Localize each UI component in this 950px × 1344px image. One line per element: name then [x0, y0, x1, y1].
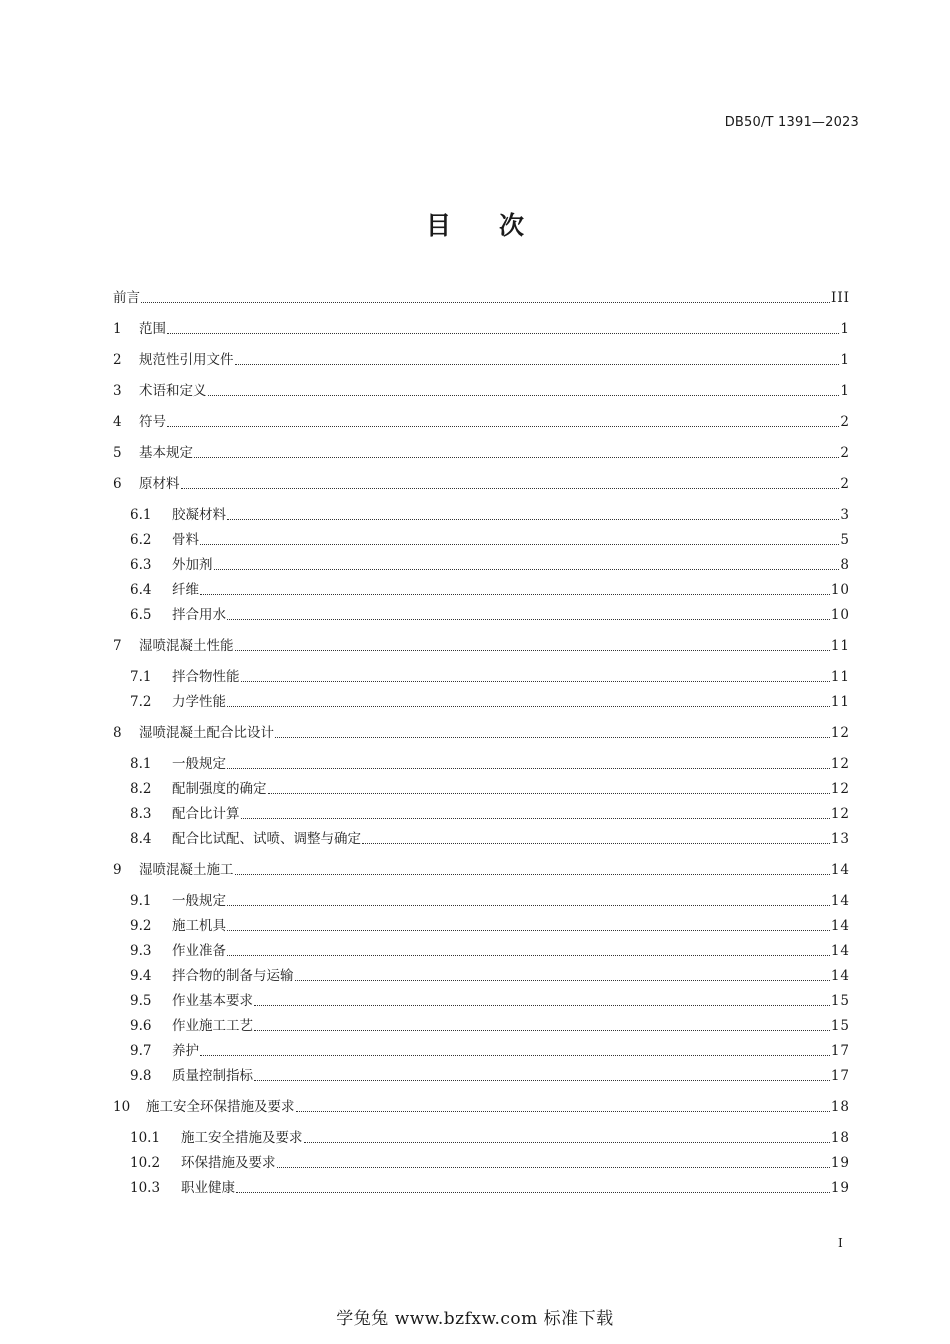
toc-entry-label: 施工安全环保措施及要求 — [146, 1099, 295, 1115]
toc-entry-label: 拌合用水 — [172, 607, 226, 623]
toc-leader-dots — [227, 706, 830, 707]
toc-entry-page: 19 — [830, 1155, 850, 1171]
page-title: 目次 — [425, 211, 572, 240]
toc-entry-number: 6.4 — [130, 582, 152, 598]
toc-leader-dots — [236, 1192, 830, 1193]
toc-leader-dots — [227, 768, 830, 769]
toc-leader-dots — [362, 843, 830, 844]
toc-entry-label: 环保措施及要求 — [181, 1155, 276, 1171]
toc-entry-6-4[interactable] — [130, 581, 850, 599]
toc-entry-label: 纤维 — [172, 582, 199, 598]
toc-leader-dots — [227, 519, 839, 520]
toc-entry-label: 配合比试配、试喷、调整与确定 — [172, 831, 361, 847]
toc-entry-number: 9.4 — [130, 968, 152, 984]
toc-leader-dots — [200, 1055, 830, 1056]
toc-entry-page: 1 — [840, 321, 850, 337]
toc-entry-page: 11 — [830, 638, 850, 654]
toc-entry-3[interactable] — [113, 382, 850, 400]
toc-entry-number: 3 — [113, 383, 122, 399]
toc-entry-page: 10 — [830, 607, 850, 623]
toc-entry-label: 外加剂 — [172, 557, 213, 573]
toc-entry-page: 5 — [840, 532, 850, 548]
toc-entry-label: 范围 — [139, 321, 166, 337]
toc-entry-1[interactable] — [113, 320, 850, 338]
toc-entry-number: 6.3 — [130, 557, 152, 573]
toc-entry-label: 骨料 — [172, 532, 199, 548]
toc-entry-page: 15 — [830, 993, 850, 1009]
toc-entry-label: 原材料 — [139, 476, 180, 492]
toc-entry-page: 14 — [830, 968, 850, 984]
toc-entry-9-2[interactable] — [130, 917, 850, 935]
toc-entry-number: 9.3 — [130, 943, 152, 959]
toc-entry-page: 14 — [830, 893, 850, 909]
toc-entry-number: 9.8 — [130, 1068, 152, 1084]
toc-leader-dots — [141, 302, 830, 303]
toc-entry-number: 8.2 — [130, 781, 152, 797]
toc-entry-label: 配制强度的确定 — [172, 781, 267, 797]
toc-leader-dots — [235, 650, 830, 651]
toc-entry-number: 6.2 — [130, 532, 152, 548]
document-code: DB50/T 1391—2023 — [724, 115, 859, 130]
toc-entry-9-6[interactable] — [130, 1017, 850, 1035]
toc-entry-9[interactable] — [113, 861, 850, 879]
toc-entry-label: 湿喷混凝土性能 — [139, 638, 234, 654]
toc-entry-4[interactable] — [113, 413, 850, 431]
toc-entry-page: 14 — [830, 943, 850, 959]
toc-leader-dots — [254, 1080, 830, 1081]
toc-entry-label: 质量控制指标 — [172, 1068, 253, 1084]
toc-entry-label: 作业基本要求 — [172, 993, 253, 1009]
toc-entry-number: 7.2 — [130, 694, 152, 710]
toc-entry-label: 胶凝材料 — [172, 507, 226, 523]
toc-entry-7[interactable] — [113, 637, 850, 655]
toc-entry-6-3[interactable] — [130, 556, 850, 574]
toc-entry-number: 9.7 — [130, 1043, 152, 1059]
toc-entry-10-3[interactable] — [130, 1179, 850, 1197]
toc-entry-label: 术语和定义 — [139, 383, 207, 399]
toc-entry-label: 职业健康 — [181, 1180, 235, 1196]
toc-entry-foreword[interactable] — [113, 289, 850, 307]
toc-leader-dots — [208, 395, 840, 396]
toc-entry-6[interactable] — [113, 475, 850, 493]
toc-entry-10[interactable] — [113, 1098, 850, 1116]
toc-entry-page: 17 — [830, 1043, 850, 1059]
toc-entry-number: 8.1 — [130, 756, 152, 772]
toc-entry-9-5[interactable] — [130, 992, 850, 1010]
toc-leader-dots — [200, 544, 839, 545]
toc-entry-page: 12 — [830, 756, 850, 772]
toc-entry-page: 3 — [840, 507, 850, 523]
toc-entry-9-7[interactable] — [130, 1042, 850, 1060]
toc-entry-6-2[interactable] — [130, 531, 850, 549]
toc-leader-dots — [277, 1167, 830, 1168]
toc-entry-label: 施工安全措施及要求 — [181, 1130, 303, 1146]
toc-entry-label: 湿喷混凝土施工 — [139, 862, 234, 878]
toc-entry-number: 10.1 — [130, 1130, 161, 1146]
toc-entry-9-1[interactable] — [130, 892, 850, 910]
toc-leader-dots — [227, 955, 830, 956]
toc-entry-5[interactable] — [113, 444, 850, 462]
toc-entry-7-2[interactable] — [130, 693, 850, 711]
toc-leader-dots — [227, 905, 830, 906]
toc-entry-10-1[interactable] — [130, 1129, 850, 1147]
toc-entry-8-2[interactable] — [130, 780, 850, 798]
page-number: I — [838, 1236, 843, 1250]
toc-entry-number: 2 — [113, 352, 122, 368]
toc-entry-7-1[interactable] — [130, 668, 850, 686]
toc-leader-dots — [181, 488, 840, 489]
toc-entry-9-8[interactable] — [130, 1067, 850, 1085]
toc-leader-dots — [268, 793, 830, 794]
toc-leader-dots — [235, 364, 840, 365]
toc-entry-number: 5 — [113, 445, 122, 461]
toc-leader-dots — [275, 737, 830, 738]
toc-entry-9-4[interactable] — [130, 967, 850, 985]
toc-entry-page: 19 — [830, 1180, 850, 1196]
toc-leader-dots — [254, 1005, 830, 1006]
toc-entry-page: 2 — [840, 445, 850, 461]
toc-entry-label: 一般规定 — [172, 756, 226, 772]
toc-entry-page: 15 — [830, 1018, 850, 1034]
toc-leader-dots — [235, 874, 830, 875]
toc-leader-dots — [241, 681, 830, 682]
toc-entry-label: 作业施工工艺 — [172, 1018, 253, 1034]
toc-entry-page: 11 — [830, 694, 850, 710]
toc-leader-dots — [200, 594, 830, 595]
toc-leader-dots — [295, 980, 830, 981]
toc-entry-number: 9.6 — [130, 1018, 152, 1034]
toc-entry-page: 14 — [830, 918, 850, 934]
toc-leader-dots — [241, 818, 830, 819]
toc-entry-number: 10.2 — [130, 1155, 161, 1171]
toc-entry-number: 9.1 — [130, 893, 152, 909]
toc-entry-number: 1 — [113, 321, 122, 337]
toc-entry-number: 9.2 — [130, 918, 152, 934]
toc-entry-page: 17 — [830, 1068, 850, 1084]
toc-entry-number: 8.3 — [130, 806, 152, 822]
toc-entry-8[interactable] — [113, 724, 850, 742]
toc-entry-2[interactable] — [113, 351, 850, 369]
watermark-text: 学兔兔 www.bzfxw.com 标准下载 — [336, 1309, 614, 1329]
toc-entry-page: 11 — [830, 669, 850, 685]
toc-entry-page: 18 — [830, 1130, 850, 1146]
toc-entry-label: 规范性引用文件 — [139, 352, 234, 368]
toc-leader-dots — [167, 333, 839, 334]
toc-entry-page: 13 — [830, 831, 850, 847]
toc-entry-number: 8 — [113, 725, 122, 741]
toc-entry-page: 12 — [830, 725, 850, 741]
toc-entry-number: 10.3 — [130, 1180, 161, 1196]
toc-entry-page: 18 — [830, 1099, 850, 1115]
toc-entry-label: 一般规定 — [172, 893, 226, 909]
toc-entry-number: 6 — [113, 476, 122, 492]
toc-entry-number: 4 — [113, 414, 122, 430]
toc-entry-page: III — [831, 290, 850, 306]
toc-entry-9-3[interactable] — [130, 942, 850, 960]
toc-entry-page: 12 — [830, 781, 850, 797]
toc-leader-dots — [304, 1142, 830, 1143]
toc-entry-label: 力学性能 — [172, 694, 226, 710]
toc-entry-page: 2 — [840, 476, 850, 492]
toc-entry-8-4[interactable] — [130, 830, 850, 848]
toc-entry-label: 养护 — [172, 1043, 199, 1059]
toc-entry-label: 配合比计算 — [172, 806, 240, 822]
toc-entry-number: 7.1 — [130, 669, 152, 685]
toc-entry-label: 拌合物的制备与运输 — [172, 968, 294, 984]
toc-leader-dots — [167, 426, 839, 427]
toc-entry-10-2[interactable] — [130, 1154, 850, 1172]
toc-entry-number: 9 — [113, 862, 122, 878]
toc-entry-number: 9.5 — [130, 993, 152, 1009]
toc-entry-page: 2 — [840, 414, 850, 430]
toc-entry-number: 7 — [113, 638, 122, 654]
toc-leader-dots — [227, 930, 830, 931]
toc-entry-page: 1 — [840, 352, 850, 368]
toc-entry-label: 符号 — [139, 414, 166, 430]
toc-entry-8-1[interactable] — [130, 755, 850, 773]
toc-entry-6-5[interactable] — [130, 606, 850, 624]
toc-entry-number: 6.1 — [130, 507, 152, 523]
toc-entry-label: 湿喷混凝土配合比设计 — [139, 725, 274, 741]
toc-leader-dots — [194, 457, 839, 458]
toc-entry-label: 施工机具 — [172, 918, 226, 934]
toc-entry-number: 6.5 — [130, 607, 152, 623]
toc-entry-label: 拌合物性能 — [172, 669, 240, 685]
toc-entry-6-1[interactable] — [130, 506, 850, 524]
toc-leader-dots — [254, 1030, 830, 1031]
toc-entry-page: 14 — [830, 862, 850, 878]
toc-entry-page: 1 — [840, 383, 850, 399]
toc-entry-number: 8.4 — [130, 831, 152, 847]
toc-leader-dots — [227, 619, 830, 620]
toc-leader-dots — [296, 1111, 830, 1112]
toc-entry-8-3[interactable] — [130, 805, 850, 823]
toc-entry-number: 10 — [113, 1099, 131, 1115]
toc-entry-page: 8 — [840, 557, 850, 573]
toc-leader-dots — [214, 569, 840, 570]
toc-entry-label: 作业准备 — [172, 943, 226, 959]
toc-entry-page: 12 — [830, 806, 850, 822]
toc-entry-label: 前言 — [113, 290, 140, 306]
toc-entry-label: 基本规定 — [139, 445, 193, 461]
toc-entry-page: 10 — [830, 582, 850, 598]
